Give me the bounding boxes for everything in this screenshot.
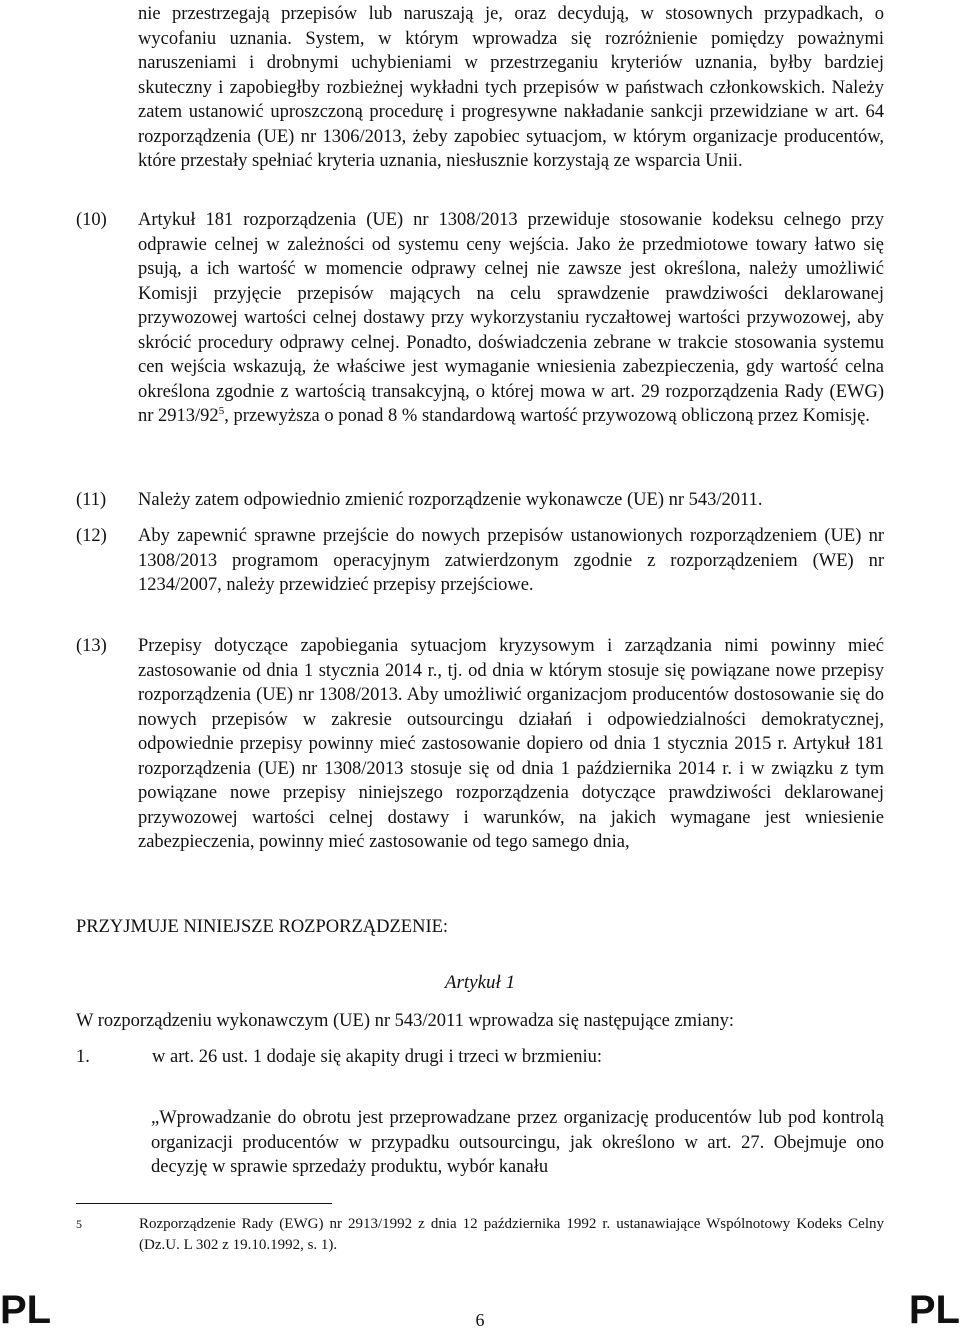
item-number: 1. — [76, 1047, 90, 1067]
footnote — [76, 1214, 884, 1256]
recital-text: Artykuł 181 rozporządzenia (UE) nr 1308/2013 przewiduje stosowanie kodeksu celnego przy odprawie celnej w zależności od systemu ceny wejścia. Jako że przedmiotowe towary łatwo się psują, a ich wartość w momencie odprawy celnej nie zawsze jest określona, należy umożliwić Komisji przyjęcie przepisów mających na celu sprawdzenie prawdziwości deklarowanej przywozowej wartości celnej dostawy przy wykorzystaniu ryczałtowej wartości przywozowej, aby skrócić procedury odprawy celnej. Ponadto, doświadczenia zebrane w trakcie stosowania systemu cen wejścia wskazują, że właściwe jest wymaganie wniesienia zabezpieczenia, gdy wartość celna określona zgodnie z wartością transakcyjną, o której mowa w art. 29 rozporządzenia Rady (EWG) nr $2913/92^5$, przewyższa o ponad 8 % standardową wartość przywozową obliczoną przez Komisję. — [138, 210, 884, 426]
recital-text: Przepisy dotyczące zapobiegania sytuacjom kryzysowym i zarządzania nimi powinny mieć zastosowanie od dnia 1 stycznia 2014 r., tj. od dnia w którym stosuje się powiązane nowe przepisy rozporządzenia (UE) nr 1308/2013. Aby umożliwić organizacjom producentów dostosowanie się do nowych przepisów w zakresie outsourcingu działań i odpowiedzialności demokratycznej, odpowiednie przepisy powinny mieć zastosowanie dopiero od dnia 1 stycznia 2015 r. Artykuł 181 rozporządzenia (UE) nr 1308/2013 stosuje się od dnia 1 października 2014 r. i w związku z tym powiązane nowe przepisy niniejszego rozporządzenia dotyczące prawdziwości deklarowanej przywozowej wartości celnej dostawy i warunków, na jakich wymagane jest wniesienie zabezpieczenia, powinny mieć zastosowanie od tego samego dnia, — [138, 636, 884, 852]
language-code-left: PL — [0, 1288, 52, 1332]
recital-12 — [76, 524, 884, 598]
recital-number: (13) — [76, 636, 107, 656]
article-intro: W rozporządzeniu wykonawczym (UE) nr 543/2011 wprowadza się następujące zmiany: — [76, 1011, 735, 1031]
recital-13 — [76, 634, 884, 855]
recital-number: (11) — [76, 490, 107, 510]
quoted-text: „Wprowadzanie do obrotu jest przeprowadzane przez organizację producentów lub pod kontrolą organizacji producentów w przypadku outsourcingu, jak określono w art. 27. Obejmuje ono decyzję w sprawie sprzedaży produktu, wybór kanału — [151, 1108, 884, 1177]
language-code-right: PL — [908, 1288, 960, 1332]
recital-number: (10) — [76, 210, 107, 230]
page-number: 6 — [475, 1310, 485, 1330]
recital-11 — [76, 488, 884, 513]
amendment-item — [76, 1045, 884, 1070]
recital-10 — [76, 208, 884, 429]
recital-number: (12) — [76, 526, 107, 546]
adoption-formula: PRZYJMUJE NINIEJSZE ROZPORZĄDZENIE: — [76, 917, 449, 937]
recital-text: Aby zapewnić sprawne przejście do nowych przepisów ustanowionych rozporządzeniem (UE) nr 1308/2013 programom operacyjnym zatwierdzonym zgodnie z rozporządzeniem (WE) nr 1234/2007, należy przewidzieć przepisy przejściowe. — [138, 526, 884, 595]
footnote-reference[interactable]: 5 — [218, 404, 225, 417]
item-text: w art. 26 ust. 1 dodaje się akapity drugi i trzeci w brzmieniu: — [152, 1047, 603, 1067]
footnote-separator — [76, 1203, 332, 1204]
recital-text: Należy zatem odpowiednio zmienić rozporządzenie wykonawcze (UE) nr 543/2011. — [138, 490, 763, 510]
footnote-text: Rozporządzenie Rady (EWG) nr 2913/1992 z dnia 12 października 1992 r. ustanawiające Wspólnotowy Kodeks Celny (Dz.U. L 302 z 19.10.1992, s. 1). — [139, 1216, 884, 1253]
footnote-number: 5 — [76, 1217, 82, 1231]
article-heading: Artykuł 1 — [444, 972, 516, 993]
paragraph-continuation: nie przestrzegają przepisów lub naruszają je, oraz decydują, w stosownych przypadkach, o wycofaniu uznania. System, w którym wprowadza się rozróżnienie pomiędzy poważnymi naruszeniami i drobnymi uchybieniami w przestrzeganiu kryteriów uznania, byłby bardziej skuteczny i zapobiegłby rozbieżnej wykładni tych przepisów w państwach członkowskich. Należy zatem ustanowić uproszczoną procedurę i progresywne nakładanie sankcji przewidziane w art. 64 rozporządzenia (UE) nr 1306/2013, żeby zapobiec sytuacjom, w którym organizacje producentów, które przestały spełniać kryteria uznania, niesłusznie korzystają ze wsparcia Unii. — [138, 4, 884, 171]
